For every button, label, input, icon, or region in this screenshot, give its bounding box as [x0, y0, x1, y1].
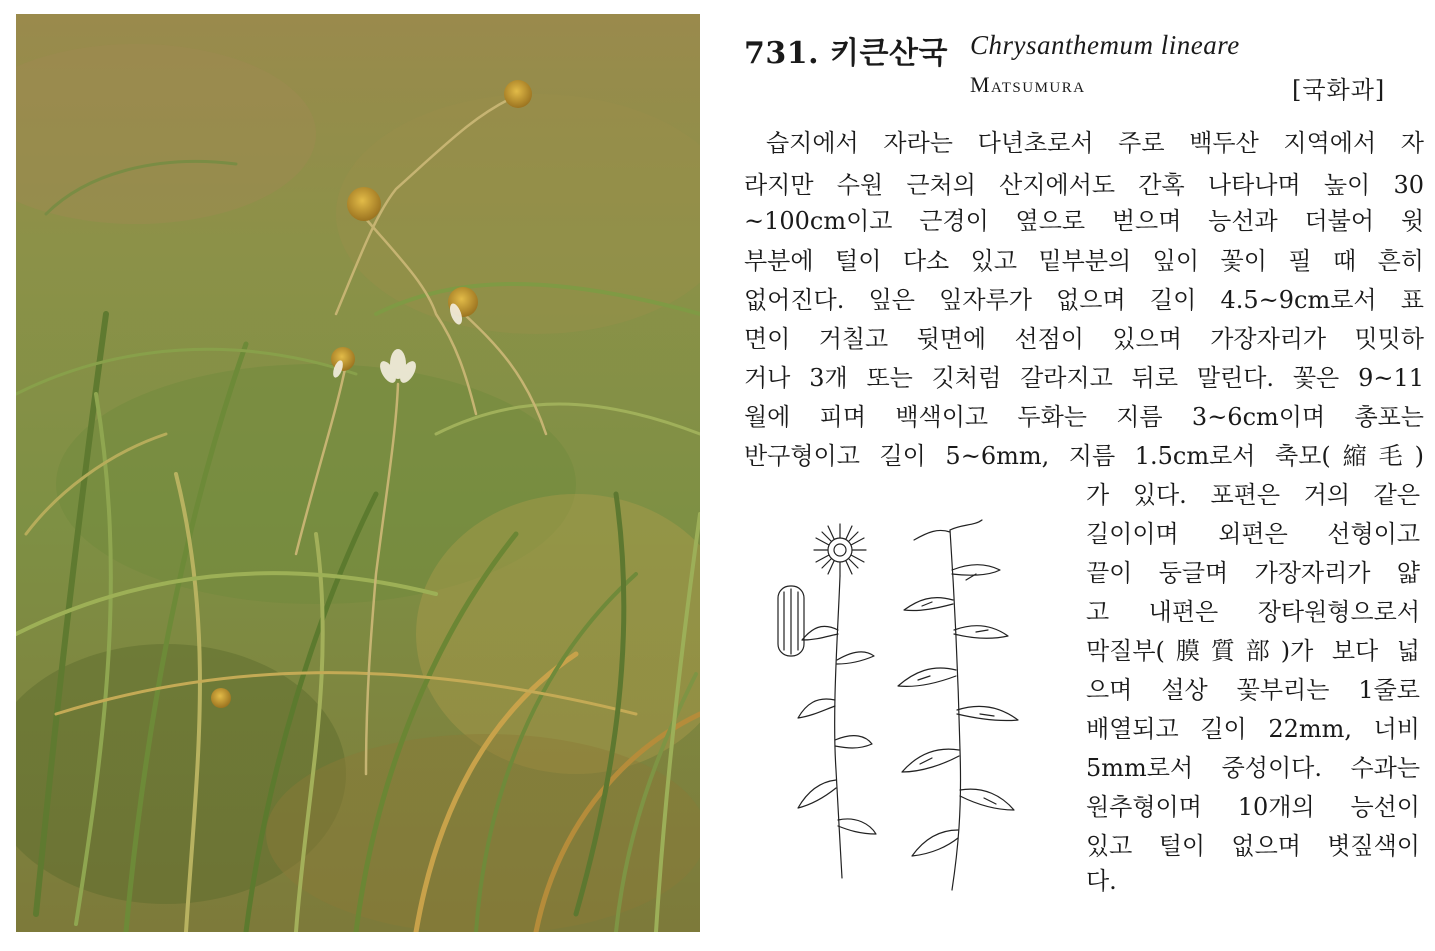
description-line: 5mm로서 중성이다. 수과는	[1086, 754, 1420, 782]
leafy-stem-drawing	[898, 520, 1018, 890]
photo-image	[16, 14, 700, 932]
description-line: ~100cm이고 근경이 옆으로 벋으며 능선과 더불어 윗	[744, 207, 1424, 235]
description-line: 있고 털이 없으며 볏짚색이	[1086, 832, 1420, 860]
flowering-stem-drawing	[798, 524, 876, 878]
description-line: 반구형이고 길이 5~6mm, 지름 1.5cm로서 축모(縮毛)	[744, 442, 1424, 470]
description-line: 라지만 수원 근처의 산지에서도 간혹 나타나며 높이 30	[744, 171, 1424, 199]
entry-number-title: 731. 키큰산국	[744, 36, 948, 71]
description-line: 다.	[1086, 867, 1117, 895]
description-line: 없어진다. 잎은 잎자루가 없으며 길이 4.5~9cm로서 표	[744, 286, 1424, 314]
description-line: 거나 3개 또는 깃처럼 갈라지고 뒤로 말린다. 꽃은 9~11	[744, 364, 1424, 392]
description-line: 끝이 둥글며 가장자리가 얇	[1086, 559, 1420, 587]
description-line: 배열되고 길이 22mm, 너비	[1086, 715, 1420, 743]
author-name: Matsumura	[970, 72, 1086, 97]
description-line: 으며 설상 꽃부리는 1줄로	[1086, 676, 1420, 704]
family-name: [국화과]	[1292, 76, 1386, 104]
description-line: 면이 거칠고 뒷면에 선점이 있으며 가장자리가 밋밋하	[744, 325, 1424, 353]
description-line: 습지에서 자라는 다년초로서 주로 백두산 지역에서 자	[766, 129, 1424, 157]
description-line: 고 내편은 장타원형으로서	[1086, 598, 1420, 626]
plant-photograph	[16, 14, 700, 932]
achene-drawing	[778, 586, 804, 656]
description-line: 가 있다. 포편은 거의 같은	[1086, 481, 1420, 509]
scientific-name: Chrysanthemum lineare	[970, 30, 1240, 60]
description-line: 막질부(膜質部)가 보다 넓	[1086, 637, 1420, 665]
description-line: 부분에 털이 다소 있고 밑부분의 잎이 꽃이 필 때 흔히	[744, 247, 1424, 275]
description-line: 길이이며 외편은 선형이고	[1086, 520, 1420, 548]
description-line: 원추형이며 10개의 능선이	[1086, 793, 1420, 821]
botanical-illustration	[762, 510, 1062, 900]
description-line: 월에 피며 백색이고 두화는 지름 3~6cm이며 총포는	[744, 403, 1424, 431]
